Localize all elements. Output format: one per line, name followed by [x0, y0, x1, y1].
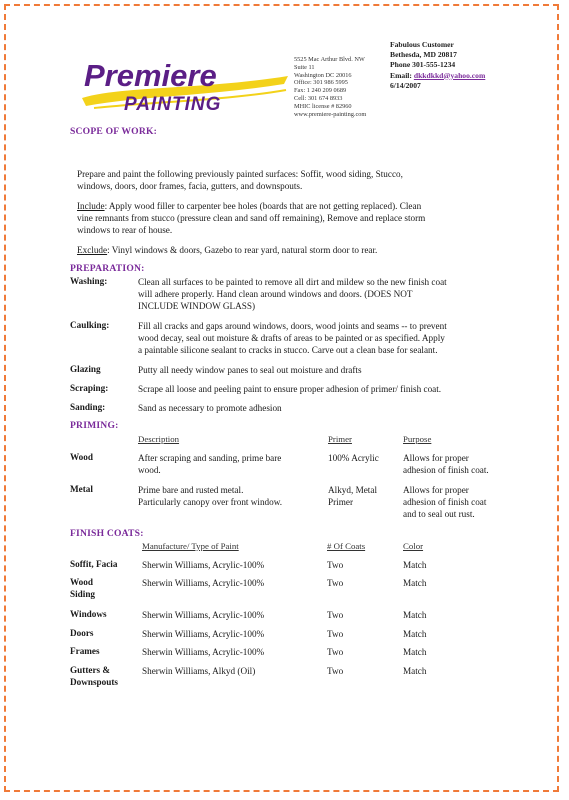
prep-text: Sand as necessary to promote adhesion [138, 403, 282, 413]
prep-text: Scrape all loose and peeling paint to ensure proper adhesion of primer/ finish coat. [138, 384, 442, 394]
address-line: 5525 Mac Arthur Blvd. NW [294, 56, 365, 63]
address-line: Cell: 301 674 8933 [294, 94, 343, 102]
customer-email-row [390, 71, 485, 81]
prep-text: INCLUDE WINDOW GLASS) [138, 301, 256, 311]
finish-row-label: Downspouts [70, 677, 118, 687]
logo-name-line2: PAINTING [124, 94, 222, 115]
exclude-label: Exclude [77, 245, 108, 255]
estimate-date: 6/14/2007 [390, 80, 421, 90]
priming-purpose: Allows for proper [403, 453, 469, 463]
finish-row-label: Frames [70, 646, 100, 656]
preparation-heading: PREPARATION: [70, 263, 145, 274]
priming-col-description: Description [138, 434, 180, 444]
address-line: www.premiere-painting.com [294, 110, 367, 118]
company-address [294, 56, 366, 118]
priming-col-purpose: Purpose [403, 434, 432, 444]
prep-label: Scraping: [70, 383, 109, 393]
finish-type: Sherwin Williams, Alkyd (Oil) [142, 666, 256, 676]
finish-heading: FINISH COATS: [70, 528, 144, 539]
priming-purpose: and to seal out rust. [403, 509, 475, 519]
finish-color: Match [403, 578, 427, 588]
prep-text: Putty all needy window panes to seal out moisture and drafts [138, 365, 362, 375]
address-line: Office: 301 986 5995 [294, 79, 348, 87]
include-line: Include: Apply wood filler to carpenter bee holes (boards that are not getting replaced). Clean [77, 201, 422, 211]
finish-coats: Two [327, 578, 344, 588]
priming-primer: Primer [328, 497, 354, 507]
finish-row-label: Windows [70, 609, 107, 619]
include-label: Include [77, 201, 105, 211]
finish-color: Match [403, 610, 427, 620]
logo-name-line1: Premiere [84, 58, 217, 93]
priming-heading: PRIMING: [70, 420, 119, 431]
priming-row-label: Metal [70, 484, 93, 494]
prep-label: Sanding: [70, 402, 106, 412]
scope-line: windows, doors, door frames, facia, gutters, and downspouts. [77, 181, 303, 191]
priming-desc: After scraping and sanding, prime bare [138, 453, 282, 463]
finish-row-label: Siding [70, 589, 96, 599]
finish-type: Sherwin Williams, Acrylic-100% [142, 629, 265, 639]
customer-city: Bethesda, MD 20817 [390, 50, 457, 60]
finish-coats: Two [327, 629, 344, 639]
customer-email[interactable]: dkkdkkd@yahoo.com [413, 70, 486, 80]
prep-label: Caulking: [70, 320, 110, 330]
finish-col-color: Color [403, 541, 424, 551]
email-label: Email: [390, 70, 412, 80]
address-line: Fax: 1 240 209 0689 [294, 87, 347, 95]
customer-phone: Phone 301-555-1234 [390, 60, 456, 70]
scope-heading: SCOPE OF WORK: [70, 126, 158, 137]
finish-type: Sherwin Williams, Acrylic-100% [142, 578, 265, 588]
prep-label: Glazing [70, 364, 101, 374]
prep-text: wood decay, seal out moisture & drafts of areas to be painted or as specified. Apply [138, 333, 445, 343]
prep-text: a paintable silicone sealant to cracks in stucco. Carve out a clean base for sealant. [138, 345, 438, 355]
finish-color: Match [403, 629, 427, 639]
finish-col-type: Manufacture/ Type of Paint [142, 541, 239, 551]
priming-row-label: Wood [70, 452, 93, 462]
priming-desc: Prime bare and rusted metal. [138, 485, 244, 495]
finish-coats: Two [327, 610, 344, 620]
address-line: MHIC license # 82960 [294, 102, 352, 110]
priming-purpose: adhesion of finish coat. [403, 465, 489, 475]
address-line: Washington DC 20016 [294, 71, 352, 79]
exclude-line: Exclude: Vinyl windows & doors, Gazebo to rear yard, natural storm door to rear. [77, 245, 378, 255]
customer-info [390, 40, 485, 91]
include-line: vine remnants from stucco (pressure clean and sand off remaining), Remove and replace storm [77, 213, 426, 223]
address-line: Suite 11 [294, 63, 315, 71]
finish-row-label: Gutters & [70, 665, 111, 675]
priming-purpose: Allows for proper [403, 485, 469, 495]
priming-primer: Alkyd, Metal [328, 485, 377, 495]
finish-row-label: Doors [70, 628, 94, 638]
finish-coats: Two [327, 666, 344, 676]
scope-line: Prepare and paint the following previously painted surfaces: Soffit, wood siding, Stucco, [77, 169, 403, 179]
prep-text: Clean all surfaces to be painted to remove all dirt and mildew so the new finish coat [138, 277, 447, 287]
customer-name: Fabulous Customer [390, 40, 454, 49]
finish-type: Sherwin Williams, Acrylic-100% [142, 610, 265, 620]
priming-desc: wood. [138, 465, 161, 475]
include-line: windows to rear of house. [77, 225, 173, 235]
finish-type: Sherwin Williams, Acrylic-100% [142, 647, 265, 657]
finish-color: Match [403, 560, 427, 570]
finish-col-coats: # Of Coats [327, 541, 366, 551]
finish-row-label: Soffit, Facia [70, 559, 118, 569]
priming-primer: 100% Acrylic [328, 453, 379, 463]
prep-label: Washing: [70, 276, 108, 286]
priming-purpose: adhesion of finish coat [403, 497, 487, 507]
finish-color: Match [403, 666, 427, 676]
company-logo [80, 56, 290, 116]
finish-type: Sherwin Williams, Acrylic-100% [142, 560, 265, 570]
finish-color: Match [403, 647, 427, 657]
finish-coats: Two [327, 560, 344, 570]
priming-col-primer: Primer [328, 434, 352, 444]
finish-row-label: Wood [70, 577, 93, 587]
prep-text: will adhere properly. Hand clean around windows and doors. (DOES NOT [138, 289, 413, 299]
finish-coats: Two [327, 647, 344, 657]
prep-text: Fill all cracks and gaps around windows, doors, wood joints and seams -- to prevent [138, 321, 447, 331]
priming-desc: Particularly canopy over front window. [138, 497, 283, 507]
